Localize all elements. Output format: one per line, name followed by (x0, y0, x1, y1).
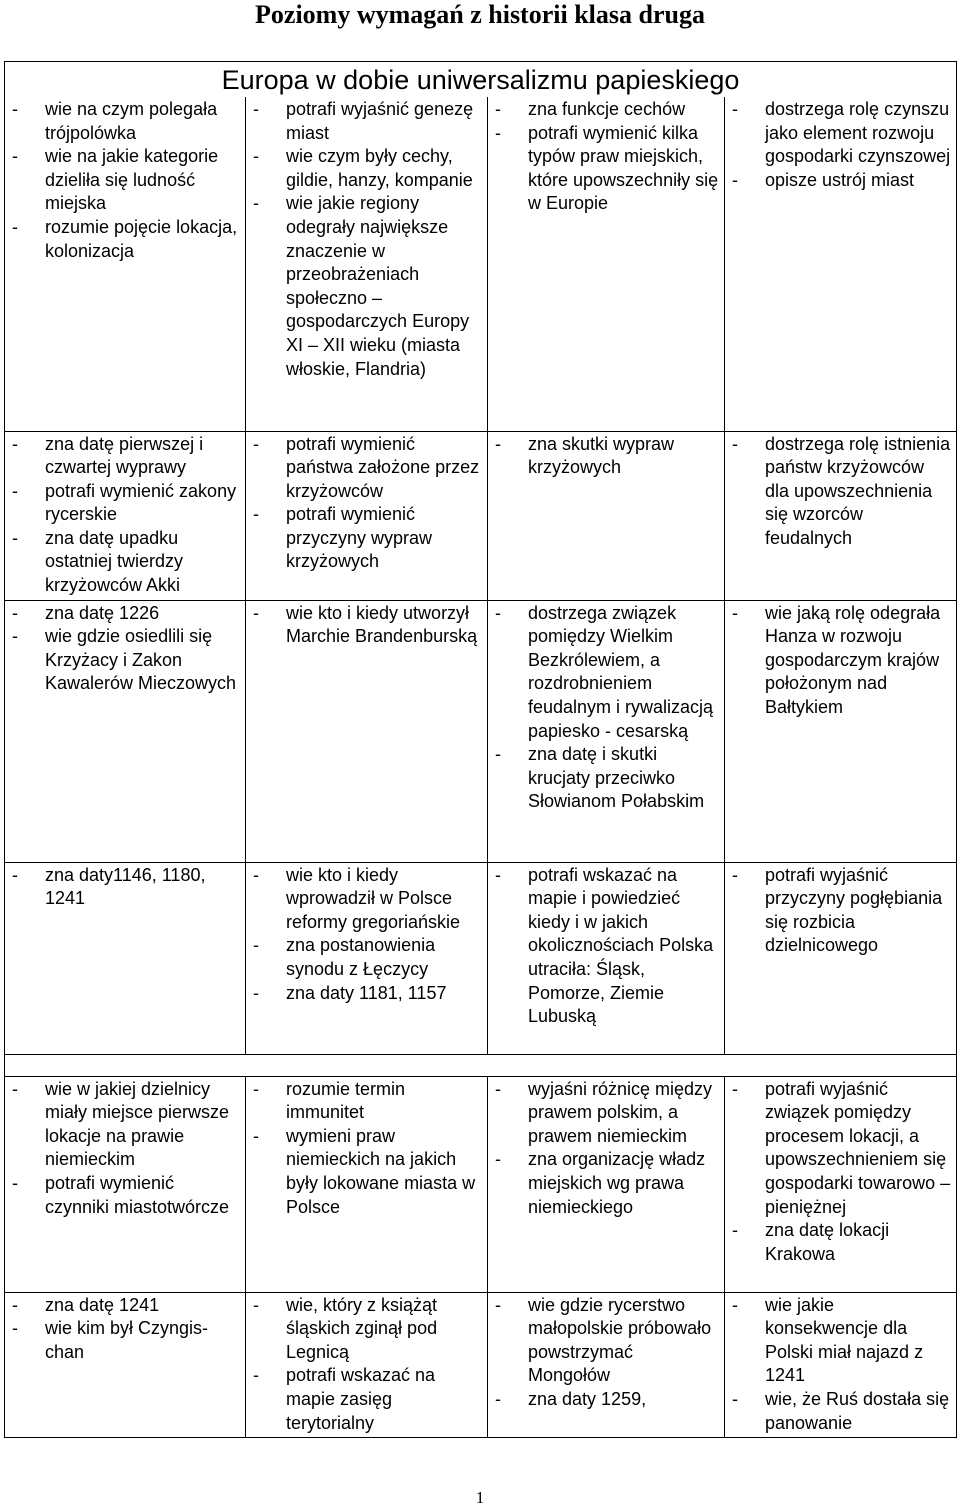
section-header: Europa w dobie uniwersalizmu papieskiego (5, 62, 957, 98)
table-cell (246, 600, 488, 862)
table-cell (5, 862, 246, 1054)
table-cell (246, 97, 488, 431)
table-cell (5, 97, 246, 431)
list-item: - wyjaśni różnicę między prawem polskim, a prawem niemieckim (492, 1078, 720, 1149)
list-item: - wie jaką rolę odegrała Hanza w rozwoju gospodarczym krajów położonym nad Bałtykiem (729, 602, 952, 720)
list-item: - potrafi wymienić zakony rycerskie (9, 480, 241, 527)
list-item: - wie gdzie osiedlili się Krzyżacy i Zakon Kawalerów Mieczowych (9, 625, 241, 696)
list-item: - wie kim był Czyngis-chan (9, 1317, 241, 1364)
page-title: Poziomy wymagań z historii klasa druga (255, 0, 705, 29)
requirement-list (729, 602, 952, 720)
list-item: - rozumie pojęcie lokacja, kolonizacja (9, 216, 241, 263)
table-cell (246, 1076, 488, 1292)
table-cell (725, 862, 957, 1054)
table-cell (725, 431, 957, 600)
list-item: - zna datę 1226 (9, 602, 241, 626)
table-cell (5, 431, 246, 600)
requirement-list (492, 1078, 720, 1220)
table-row (5, 600, 957, 862)
list-item: - rozumie termin immunitet (250, 1078, 483, 1125)
table-separator (5, 1054, 957, 1076)
requirement-list (250, 864, 483, 1006)
table-cell (488, 862, 725, 1054)
requirements-table (4, 61, 957, 1438)
list-item: - potrafi wymienić czynniki miastotwórcze (9, 1172, 241, 1219)
list-item: - dostrzega rolę istnienia państw krzyżowców dla upowszechnienia się wzorców feudalnych (729, 433, 952, 551)
requirement-list (729, 433, 952, 551)
requirement-list (250, 602, 483, 649)
list-item: - zna daty 1181, 1157 (250, 982, 483, 1006)
table-row (5, 1076, 957, 1292)
list-item: - wie gdzie rycerstwo małopolskie próbowało powstrzymać Mongołów (492, 1294, 720, 1388)
list-item: - dostrzega związek pomiędzy Wielkim Bezkrólewiem, a rozdrobnieniem feudalnym i rywalizacją papiesko - cesarską (492, 602, 720, 744)
table-cell (488, 431, 725, 600)
requirement-list (9, 98, 241, 263)
list-item: - potrafi wymienić przyczyny wypraw krzyżowych (250, 503, 483, 574)
list-item: - opisze ustrój miast (729, 169, 952, 193)
table-cell (246, 1292, 488, 1438)
requirement-list (9, 1078, 241, 1220)
list-item: - wie kto i kiedy wprowadził w Polsce reformy gregoriańskie (250, 864, 483, 935)
list-item: - wie, który z książąt śląskich zginął pod Legnicą (250, 1294, 483, 1365)
requirement-list (729, 1078, 952, 1267)
table-cell (725, 97, 957, 431)
table-row (5, 1292, 957, 1438)
list-item: - zna postanowienia synodu z Łęczycy (250, 934, 483, 981)
requirement-list (492, 864, 720, 1029)
list-item: - zna daty 1259, (492, 1388, 720, 1412)
list-item: - wie na czym polegała trójpolówka (9, 98, 241, 145)
list-item: - zna organizację władz miejskich wg prawa niemieckiego (492, 1148, 720, 1219)
table-row (5, 862, 957, 1054)
table-cell (488, 600, 725, 862)
list-item: - wie jakie regiony odegrały największe znaczenie w przeobrażeniach społeczno – gospodarczych Europy XI – XII wieku (miasta włoskie, Flandria) (250, 192, 483, 381)
table-cell (725, 600, 957, 862)
list-item: - zna datę lokacji Krakowa (729, 1219, 952, 1266)
requirement-list (9, 864, 241, 911)
table-cell (725, 1292, 957, 1438)
requirement-list (250, 433, 483, 575)
table-cell (488, 1076, 725, 1292)
list-item: - wymieni praw niemieckich na jakich były lokowane miasta w Polsce (250, 1125, 483, 1219)
list-item: - potrafi wyjaśnić związek pomiędzy procesem lokacji, a upowszechnieniem się gospodarki towarowo – pieniężnej (729, 1078, 952, 1220)
requirement-list (492, 98, 720, 216)
list-item: - zna datę pierwszej i czwartej wyprawy (9, 433, 241, 480)
list-item: - dostrzega rolę czynszu jako element rozwoju gospodarki czynszowej (729, 98, 952, 169)
table-cell (5, 600, 246, 862)
list-item: - wie kto i kiedy utworzył Marchie Brandenburską (250, 602, 483, 649)
requirement-list (9, 1294, 241, 1365)
list-item: - zna datę upadku ostatniej twierdzy krzyżowców Akki (9, 527, 241, 598)
table-cell (5, 1076, 246, 1292)
requirement-list (729, 864, 952, 958)
table-cell (725, 1076, 957, 1292)
requirement-list (250, 1078, 483, 1220)
requirement-list (9, 433, 241, 598)
requirement-list (729, 98, 952, 192)
list-item: - zna datę i skutki krucjaty przeciwko Słowianom Połabskim (492, 743, 720, 814)
list-item: - potrafi wskazać na mapie i powiedzieć kiedy i w jakich okolicznościach Polska utraciła: Śląsk, Pomorze, Ziemie Lubuską (492, 864, 720, 1029)
list-item: - potrafi wyjaśnić genezę miast (250, 98, 483, 145)
requirement-list (250, 1294, 483, 1436)
table-row (5, 431, 957, 600)
table-cell (246, 431, 488, 600)
table-cell (488, 97, 725, 431)
list-item: - wie na jakie kategorie dzieliła się ludność miejska (9, 145, 241, 216)
requirement-list (9, 602, 241, 696)
list-item: - zna funkcje cechów (492, 98, 720, 122)
list-item: - potrafi wskazać na mapie zasięg terytorialny (250, 1364, 483, 1435)
page-number: 1 (475, 1488, 485, 1507)
list-item: - potrafi wyjaśnić przyczyny pogłębiania się rozbicia dzielnicowego (729, 864, 952, 958)
list-item: - wie czym były cechy, gildie, hanzy, kompanie (250, 145, 483, 192)
list-item: - zna datę 1241 (9, 1294, 241, 1318)
list-item: - potrafi wymienić państwa założone przez krzyżowców (250, 433, 483, 504)
requirement-list (492, 433, 720, 480)
list-item: - wie w jakiej dzielnicy miały miejsce pierwsze lokacje na prawie niemieckim (9, 1078, 241, 1172)
table-cell (246, 862, 488, 1054)
requirement-list (492, 1294, 720, 1412)
list-item: - zna skutki wypraw krzyżowych (492, 433, 720, 480)
list-item: - wie, że Ruś dostała się panowanie (729, 1388, 952, 1435)
requirement-list (729, 1294, 952, 1436)
list-item: - zna daty1146, 1180, 1241 (9, 864, 241, 911)
requirement-list (492, 602, 720, 814)
requirement-list (250, 98, 483, 381)
table-cell (488, 1292, 725, 1438)
table-row (5, 97, 957, 431)
list-item: - potrafi wymienić kilka typów praw miejskich, które upowszechniły się w Europie (492, 122, 720, 216)
table-cell (5, 1292, 246, 1438)
list-item: - wie jakie konsekwencje dla Polski miał najazd z 1241 (729, 1294, 952, 1388)
